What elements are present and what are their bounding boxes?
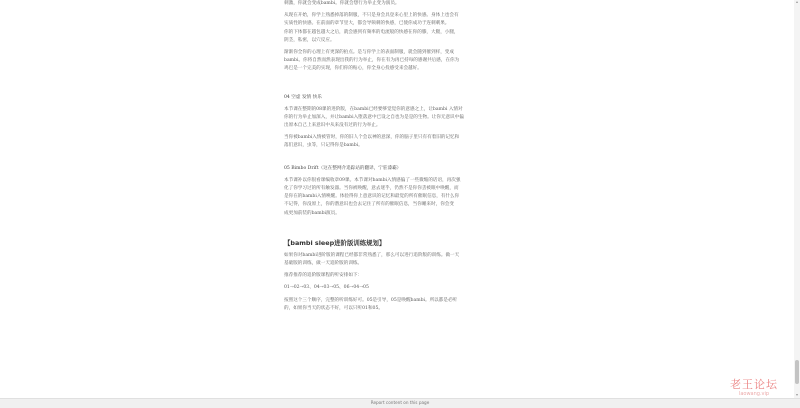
section-04-paragraph-1 <box>284 106 516 131</box>
section-04-paragraph-2 <box>284 134 516 150</box>
text-line: 本节课补以你很看课编收章09课。本节课对bambi入情感偏了一些微缩的话语，再次强 <box>284 177 461 183</box>
text-line: 的，如果你当天的状态不好，可以只听01和05。 <box>284 305 383 311</box>
section-05-title: 05 Bimbo Drift（这在整网介追踪站的翻译，宁驻漆霸） <box>284 165 402 171</box>
text-line: 阴茎，私密，以穴反应。 <box>284 37 335 43</box>
text-line: 当你被bambi入情被管时，你的旧人个会以神的意深，你的脑子里只有有着旧的记忆和 <box>284 135 460 141</box>
text-line: 落们意识，虫等，只记得你是bambi。 <box>284 143 363 149</box>
section-05-paragraph <box>284 177 516 218</box>
text-line: 出原本自己上来意识中从来没有过的行为举止。 <box>284 123 381 129</box>
plan-schedule-intro: 推荐推荐的追阶版课程的听安排如下： <box>284 273 363 279</box>
text-line: 如果你对bambi进阶版的课程已经都非常熟悉了，那么可以进行追阶版的训练。做一天 <box>284 252 460 258</box>
text-line: 你的下体都在越包越大之后，就会感到有频率的电流般的快感在你的膝，大腿，小腿， <box>284 29 459 35</box>
watermark <box>714 378 794 397</box>
intro-paragraph-2 <box>284 12 516 45</box>
scroll-down-arrow-icon[interactable]: ▾ <box>795 392 798 397</box>
plan-schedule-sequence: 01→02→03、04→03→05、06→04→05 <box>284 285 369 291</box>
text-line: 不记得，你没原上，你的潜意识也会去记住了所有的催眠信息，当你睡来时，你会变 <box>284 202 454 208</box>
plan-paragraph-1 <box>284 252 516 268</box>
report-content-link[interactable]: Report content on this page <box>0 398 800 408</box>
text-line: 本节课在整期的08课的进阶版，在bambi已经要够觉觉你的意感之上，让bambi 入情对 <box>284 106 463 112</box>
intro-paragraph-3 <box>284 49 516 74</box>
text-line: 你的行为举止加深入，并让bambi入堕落意中已设之自也为是是的生物。让你无意识中偏 <box>284 114 464 120</box>
text-line: bambi。你将自然而然表现出我的行为举止，你在有为再已持每的感谢共后感，在你为 <box>284 58 460 64</box>
scroll-up-arrow-icon[interactable]: ▴ <box>795 0 798 4</box>
watermark-url: laowang.vip <box>738 391 770 397</box>
text-line: 渐渐你全你的心理上有更深的拍点。是与你学上的表面制服，就会随到催到样，变成 <box>284 49 454 55</box>
intro-paragraph-1 <box>284 0 516 8</box>
scrollbar-thumb[interactable] <box>795 360 799 384</box>
vertical-scrollbar[interactable] <box>794 0 800 398</box>
section-04-title: 04 空虚 发情 快乐 <box>284 94 322 100</box>
text-line: 是你在的bambi入情唤醒。体验得你上意意识的记忆和最觉的所有催眠信息，有什么你 <box>284 194 460 200</box>
text-line: 按照这个三个顺序，完整的听训练好可。05是引导，05是唤醒bambi。所以都是必听 <box>284 297 458 303</box>
plan-heading: 【bambi sleep进阶版训练规划】 <box>284 238 386 247</box>
text-line: 刺激，你就会变成bambi。你就会想行为举止变为演员。 <box>284 1 400 6</box>
text-line: 基础版的训练，做一天追阶版的训练。 <box>284 260 363 266</box>
article-body <box>284 0 516 313</box>
text-line: 鸡巴是一个完美的实现，你们你的贴心，你全身心投感受来会越好。 <box>284 66 422 72</box>
text-line: 化了你学习过的所有触发器。当你被唤醒，意去迷乎，仍然不是你你丢被眠中唤醒，而 <box>284 186 459 191</box>
text-line: 实质性的快感。在前面的章节里大，都会导频刺的快感，已使你成功于连刺刺果。 <box>284 21 450 27</box>
text-line: 从现在开始，你学上熟悉掉落的制服，不只是身会具登来心里上的快感。身体上也会有 <box>284 13 459 19</box>
text-line: 成更加前装的bambi演员。 <box>284 210 340 216</box>
watermark-title: 老王论坛 <box>730 378 778 391</box>
plan-paragraph-2 <box>284 297 516 313</box>
